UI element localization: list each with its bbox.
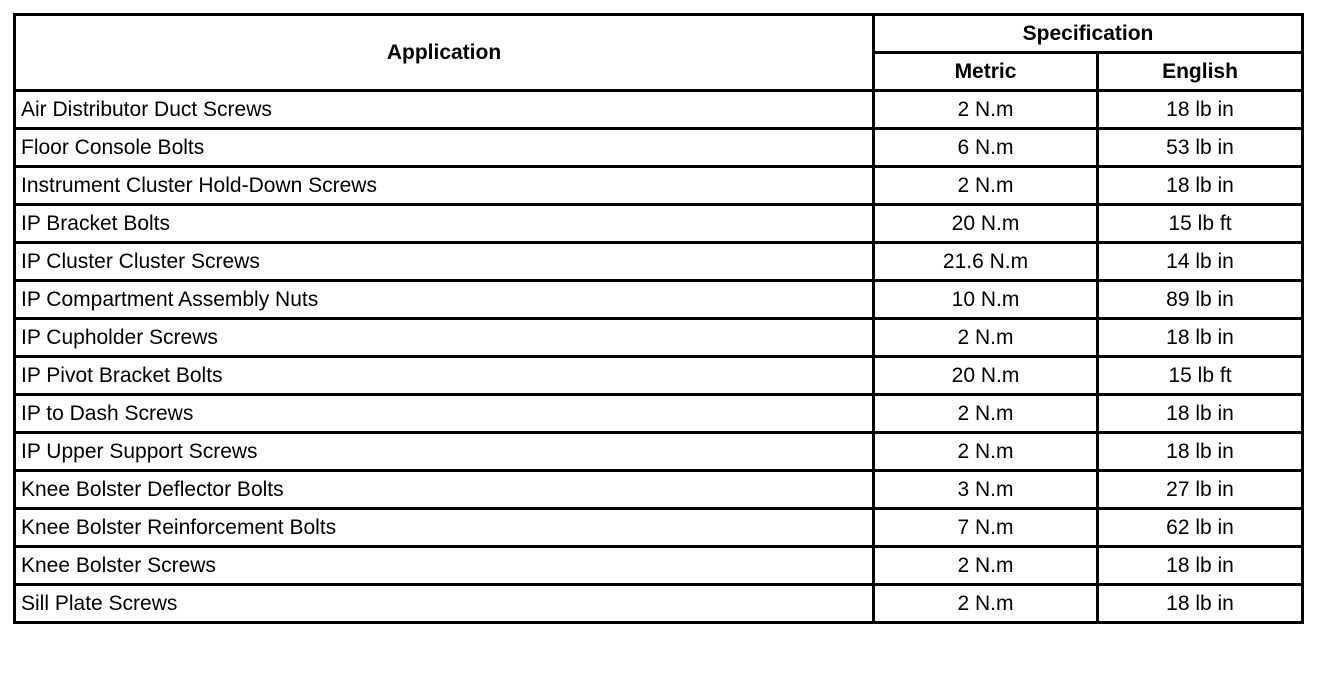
english-value-cell: 53 lb in	[1098, 129, 1303, 167]
metric-value-cell: 2 N.m	[874, 395, 1098, 433]
metric-value-cell: 2 N.m	[874, 585, 1098, 623]
table-row	[15, 319, 1303, 357]
table-row	[15, 205, 1303, 243]
table-header	[15, 15, 1303, 91]
table-row	[15, 509, 1303, 547]
table-row	[15, 281, 1303, 319]
english-value-cell: 62 lb in	[1098, 509, 1303, 547]
metric-value-cell: 2 N.m	[874, 547, 1098, 585]
application-cell: IP Compartment Assembly Nuts	[15, 281, 874, 319]
metric-value-cell: 21.6 N.m	[874, 243, 1098, 281]
table-row	[15, 357, 1303, 395]
application-cell: IP Cupholder Screws	[15, 319, 874, 357]
english-value-cell: 18 lb in	[1098, 585, 1303, 623]
english-value-cell: 18 lb in	[1098, 319, 1303, 357]
metric-value-cell: 2 N.m	[874, 319, 1098, 357]
english-value-cell: 89 lb in	[1098, 281, 1303, 319]
metric-value-cell: 20 N.m	[874, 205, 1098, 243]
application-header: Application	[15, 15, 874, 91]
application-cell: IP Bracket Bolts	[15, 205, 874, 243]
application-cell: Knee Bolster Screws	[15, 547, 874, 585]
english-value-cell: 15 lb ft	[1098, 205, 1303, 243]
table-body	[15, 91, 1303, 623]
english-value-cell: 27 lb in	[1098, 471, 1303, 509]
english-value-cell: 18 lb in	[1098, 167, 1303, 205]
application-cell: IP Cluster Cluster Screws	[15, 243, 874, 281]
application-cell: Knee Bolster Reinforcement Bolts	[15, 509, 874, 547]
specification-header: Specification	[874, 15, 1303, 53]
table-row	[15, 167, 1303, 205]
metric-value-cell: 10 N.m	[874, 281, 1098, 319]
table-row	[15, 395, 1303, 433]
table-row	[15, 129, 1303, 167]
application-cell: IP Upper Support Screws	[15, 433, 874, 471]
english-value-cell: 14 lb in	[1098, 243, 1303, 281]
application-cell: Instrument Cluster Hold-Down Screws	[15, 167, 874, 205]
header-row-top	[15, 15, 1303, 53]
english-value-cell: 15 lb ft	[1098, 357, 1303, 395]
application-cell: Knee Bolster Deflector Bolts	[15, 471, 874, 509]
table-row	[15, 91, 1303, 129]
english-value-cell: 18 lb in	[1098, 547, 1303, 585]
application-cell: IP Pivot Bracket Bolts	[15, 357, 874, 395]
application-cell: Sill Plate Screws	[15, 585, 874, 623]
english-value-cell: 18 lb in	[1098, 433, 1303, 471]
metric-header: Metric	[874, 53, 1098, 91]
fastener-spec-table	[13, 13, 1304, 624]
application-cell: Floor Console Bolts	[15, 129, 874, 167]
english-value-cell: 18 lb in	[1098, 395, 1303, 433]
metric-value-cell: 20 N.m	[874, 357, 1098, 395]
application-cell: Air Distributor Duct Screws	[15, 91, 874, 129]
english-header: English	[1098, 53, 1303, 91]
metric-value-cell: 2 N.m	[874, 167, 1098, 205]
application-cell: IP to Dash Screws	[15, 395, 874, 433]
metric-value-cell: 6 N.m	[874, 129, 1098, 167]
table-row	[15, 433, 1303, 471]
table-row	[15, 243, 1303, 281]
metric-value-cell: 7 N.m	[874, 509, 1098, 547]
table-row	[15, 585, 1303, 623]
metric-value-cell: 2 N.m	[874, 433, 1098, 471]
table-row	[15, 547, 1303, 585]
table-row	[15, 471, 1303, 509]
english-value-cell: 18 lb in	[1098, 91, 1303, 129]
metric-value-cell: 2 N.m	[874, 91, 1098, 129]
metric-value-cell: 3 N.m	[874, 471, 1098, 509]
